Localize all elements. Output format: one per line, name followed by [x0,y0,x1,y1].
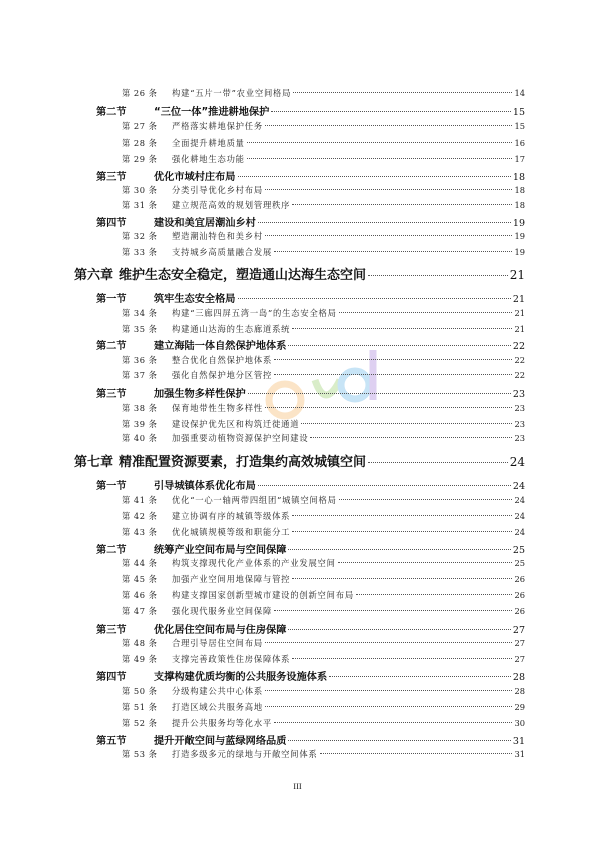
toc-page-number: 21 [514,308,525,318]
toc-section-row[interactable] [96,103,525,118]
toc-article-label: 第 50 条 [122,686,158,696]
toc-page-number: 26 [514,606,525,616]
dot-leader [238,298,511,299]
dot-leader [248,393,511,394]
toc-article-label: 第 26 条 [122,88,158,98]
toc-article-title: 支撑完善政策性住房保障体系 [172,654,291,664]
toc-article-row[interactable] [122,402,525,414]
toc-page-number: 28 [512,672,525,683]
toc-article-title: 构建“三廊四屏五湾一岛”的生态安全格局 [172,308,337,318]
toc-article-row[interactable] [122,246,525,258]
dot-leader [265,407,512,408]
toc-page-number: 17 [514,154,525,164]
dot-leader [368,275,508,276]
toc-article-row[interactable] [122,120,525,132]
toc-section-title: 加强生物多样性保护 [154,389,246,400]
toc-article-label: 第 47 条 [122,606,158,616]
toc-chapter-row[interactable] [74,451,525,470]
dot-leader [292,515,512,516]
toc-page-number: 28 [514,686,525,696]
toc-section-title: 筑牢生态安全格局 [154,294,236,305]
toc-article-row[interactable] [122,685,525,697]
toc-page-number: 27 [512,625,525,636]
toc-article-row[interactable] [122,137,525,149]
toc-page-number: 19 [514,231,525,241]
dot-leader [271,111,511,112]
toc-article-row[interactable] [122,701,525,713]
dot-leader [288,629,510,630]
toc-section-label: 第四节 [96,217,127,229]
toc-article-label: 第 45 条 [122,574,158,584]
toc-article-title: 分级构建公共中心体系 [172,686,263,696]
toc-page-number: 14 [514,88,525,98]
toc-article-row[interactable] [122,307,525,319]
toc-article-title: 构建支撑国家创新型城市建设的创新空间布局 [172,590,354,600]
dot-leader [247,142,513,143]
toc-article-label: 第 42 条 [122,511,158,521]
toc-article-label: 第 46 条 [122,590,158,600]
toc-page-number: 26 [514,574,525,584]
toc-chapter-title: 精准配置资源要素，打造集约高效城镇空间 [119,455,367,470]
toc-article-title: 整合优化自然保护地体系 [172,355,273,365]
toc-article-label: 第 37 条 [122,370,158,380]
toc-article-title: 分类引导优化乡村布局 [172,185,263,195]
toc-page-number: 31 [514,749,525,759]
dot-leader [292,531,512,532]
toc-article-title: 构建“五片一带”农业空间格局 [172,88,292,98]
toc-page-number: 27 [514,654,525,664]
toc-page-number: 21 [512,294,525,305]
toc-article-label: 第 34 条 [122,308,158,318]
toc-article-label: 第 32 条 [122,231,158,241]
toc-section-title: “三位一体”推进耕地保护 [154,107,270,118]
toc-page-number: 23 [514,419,525,429]
toc-article-label: 第 29 条 [122,154,158,164]
dot-leader [320,753,513,754]
toc-section-label: 第一节 [96,293,127,305]
toc-article-title: 构筑支撑现代化产业体系的产业发展空间 [172,558,336,568]
toc-page-number: 18 [514,185,525,195]
toc-article-title: 强化自然保护地分区管控 [172,370,273,380]
toc-section-row[interactable] [96,168,525,183]
dot-leader [292,658,512,659]
toc-section-row[interactable] [96,290,525,305]
dot-leader [265,235,512,236]
toc-page-number: 23 [514,433,525,443]
dot-leader [247,158,513,159]
toc-article-row[interactable] [122,354,525,366]
toc-page-number: 24 [514,511,525,521]
toc-article-label: 第 28 条 [122,138,158,148]
dot-leader [288,549,510,550]
dot-leader [274,359,512,360]
toc-section-title: 建设和美宜居潮汕乡村 [154,218,256,229]
toc-article-label: 第 30 条 [122,185,158,195]
dot-leader [238,176,511,177]
toc-chapter-row[interactable] [74,264,525,283]
toc-article-label: 第 41 条 [122,495,158,505]
toc-article-title: 加强重要动植物资源保护空间建设 [172,433,309,443]
toc-page-number: 15 [512,107,525,118]
toc-article-row[interactable] [122,199,525,211]
dot-leader [292,204,512,205]
toc-section-row[interactable] [96,732,525,747]
toc-article-label: 第 52 条 [122,718,158,728]
toc-article-row[interactable] [122,510,525,522]
toc-chapter-label: 第六章 [74,268,114,283]
page-number: III [293,781,302,791]
toc-article-title: 打造区域公共服务高地 [172,702,263,712]
dot-leader [293,92,512,93]
toc-article-row[interactable] [122,573,525,585]
toc-page-number: 15 [514,121,525,131]
dot-leader [310,437,512,438]
toc-page-number: 25 [512,545,525,556]
toc-section-label: 第三节 [96,171,127,183]
toc-page-number: 27 [514,638,525,648]
toc-article-row[interactable] [122,717,525,729]
dot-leader [356,594,512,595]
dot-leader [292,328,512,329]
toc-page-number: 24 [512,481,525,492]
toc-article-label: 第 27 条 [122,121,158,131]
toc-page-number: 24 [509,455,525,469]
toc-section-row[interactable] [96,477,525,492]
toc-article-title: 优化“一心一轴两带四组团”城镇空间格局 [172,495,337,505]
toc-article-title: 打造多级多元的绿地与开敞空间体系 [172,749,318,759]
toc-article-label: 第 33 条 [122,247,158,257]
toc-chapter-label: 第七章 [74,455,114,470]
dot-leader [292,578,512,579]
toc-article-label: 第 43 条 [122,527,158,537]
toc-page-number: 19 [514,247,525,257]
dot-leader [288,740,510,741]
toc-article-row[interactable] [122,637,525,649]
toc-section-label: 第二节 [96,544,127,556]
toc-article-title: 提升公共服务均等化水平 [172,718,273,728]
toc-article-row[interactable] [122,748,525,760]
toc-page-number: 30 [514,718,525,728]
toc-section-label: 第三节 [96,388,127,400]
dot-leader [265,125,512,126]
dot-leader [274,722,512,723]
toc-article-row[interactable] [122,87,525,99]
toc-article-title: 加强产业空间用地保障与管控 [172,574,291,584]
toc-article-row[interactable] [122,605,525,617]
dot-leader [288,345,510,346]
toc-article-label: 第 44 条 [122,558,158,568]
toc-article-title: 支持城乡高质量融合发展 [172,247,273,257]
toc-article-title: 构建通山达海的生态廊道系统 [172,324,291,334]
toc-article-label: 第 39 条 [122,419,158,429]
toc-article-title: 强化耕地生态功能 [172,154,245,164]
toc-section-title: 提升开敞空间与蓝绿网络品质 [154,736,287,747]
toc-section-label: 第五节 [96,735,127,747]
dot-leader [301,423,512,424]
toc-page-number: 31 [512,736,525,747]
toc-section-row[interactable] [96,541,525,556]
toc-article-row[interactable] [122,230,525,242]
toc-page-number: 22 [514,355,525,365]
toc-section-label: 第四节 [96,671,127,683]
toc-page-number: 23 [512,389,525,400]
toc-page-number: 22 [514,370,525,380]
toc-article-title: 强化现代服务业空间保障 [172,606,273,616]
toc-section-row[interactable] [96,385,525,400]
toc-article-row[interactable] [122,526,525,538]
dot-leader [258,222,511,223]
toc-article-title: 建设保护优先区和构筑迁徙通道 [172,419,300,429]
toc-section-title: 优化市域村庄布局 [154,172,236,183]
dot-leader [265,642,512,643]
toc-article-title: 塑造潮汕特色和美乡村 [172,231,263,241]
toc-article-row[interactable] [122,323,525,335]
toc-section-label: 第三节 [96,624,127,636]
toc-section-label: 第二节 [96,106,127,118]
toc-section-row[interactable] [96,337,525,352]
toc-article-title: 合理引导居住空间布局 [172,638,263,648]
dot-leader [274,251,512,252]
toc-article-row[interactable] [122,153,525,165]
toc-section-title: 优化居住空间布局与住房保障 [154,625,287,636]
toc-article-row[interactable] [122,494,525,506]
toc-section-row[interactable] [96,621,525,636]
toc-page-number: 18 [514,200,525,210]
toc-page-number: 21 [509,268,525,282]
toc-article-title: 严格落实耕地保护任务 [172,121,263,131]
toc-section-title: 统筹产业空间布局与空间保障 [154,545,287,556]
toc-article-row[interactable] [122,432,525,444]
toc-page-number: 22 [512,341,525,352]
toc-chapter-title: 维护生态安全稳定，塑造通山达海生态空间 [119,268,367,283]
toc-page-number: 26 [514,590,525,600]
dot-leader [258,485,511,486]
dot-leader [368,462,508,463]
dot-leader [339,499,513,500]
toc-section-title: 支撑构建优质均衡的公共服务设施体系 [154,672,328,683]
toc-section-label: 第二节 [96,340,127,352]
dot-leader [338,562,513,563]
toc-page-number: 19 [512,218,525,229]
toc-article-label: 第 48 条 [122,638,158,648]
toc-article-label: 第 36 条 [122,355,158,365]
dot-leader [265,189,512,190]
dot-leader [265,706,512,707]
dot-leader [339,312,513,313]
dot-leader [274,610,512,611]
toc-article-row[interactable] [122,589,525,601]
toc-article-row[interactable] [122,653,525,665]
toc-article-label: 第 51 条 [122,702,158,712]
toc-article-label: 第 49 条 [122,654,158,664]
toc-page-number: 29 [514,702,525,712]
dot-leader [265,690,512,691]
toc-article-title: 保育地带性生物多样性 [172,403,263,413]
toc-section-row[interactable] [96,668,525,683]
toc-article-row[interactable] [122,369,525,381]
toc-article-label: 第 31 条 [122,200,158,210]
toc-article-label: 第 40 条 [122,433,158,443]
toc-section-title: 引导城镇体系优化布局 [154,481,256,492]
toc-section-title: 建立海陆一体自然保护地体系 [154,341,287,352]
toc-article-title: 建立协调有序的城镇等级体系 [172,511,291,521]
toc-page-number: 16 [514,138,525,148]
toc-article-label: 第 35 条 [122,324,158,334]
toc-section-row[interactable] [96,214,525,229]
dot-leader [329,676,511,677]
toc-article-row[interactable] [122,184,525,196]
toc-article-label: 第 53 条 [122,749,158,759]
toc-article-title: 优化城镇规模等级和职能分工 [172,527,291,537]
toc-page-number: 24 [514,495,525,505]
toc-article-row[interactable] [122,557,525,569]
dot-leader [274,374,512,375]
toc-article-label: 第 38 条 [122,403,158,413]
toc-section-label: 第一节 [96,480,127,492]
toc-article-row[interactable] [122,418,525,430]
toc-page-number: 23 [514,403,525,413]
toc-article-title: 全面提升耕地质量 [172,138,245,148]
toc-page-number: 25 [514,558,525,568]
toc-page-number: 18 [512,172,525,183]
toc-page-number: 24 [514,527,525,537]
toc-page-number: 21 [514,324,525,334]
toc-article-title: 建立规范高效的规划管理秩序 [172,200,291,210]
